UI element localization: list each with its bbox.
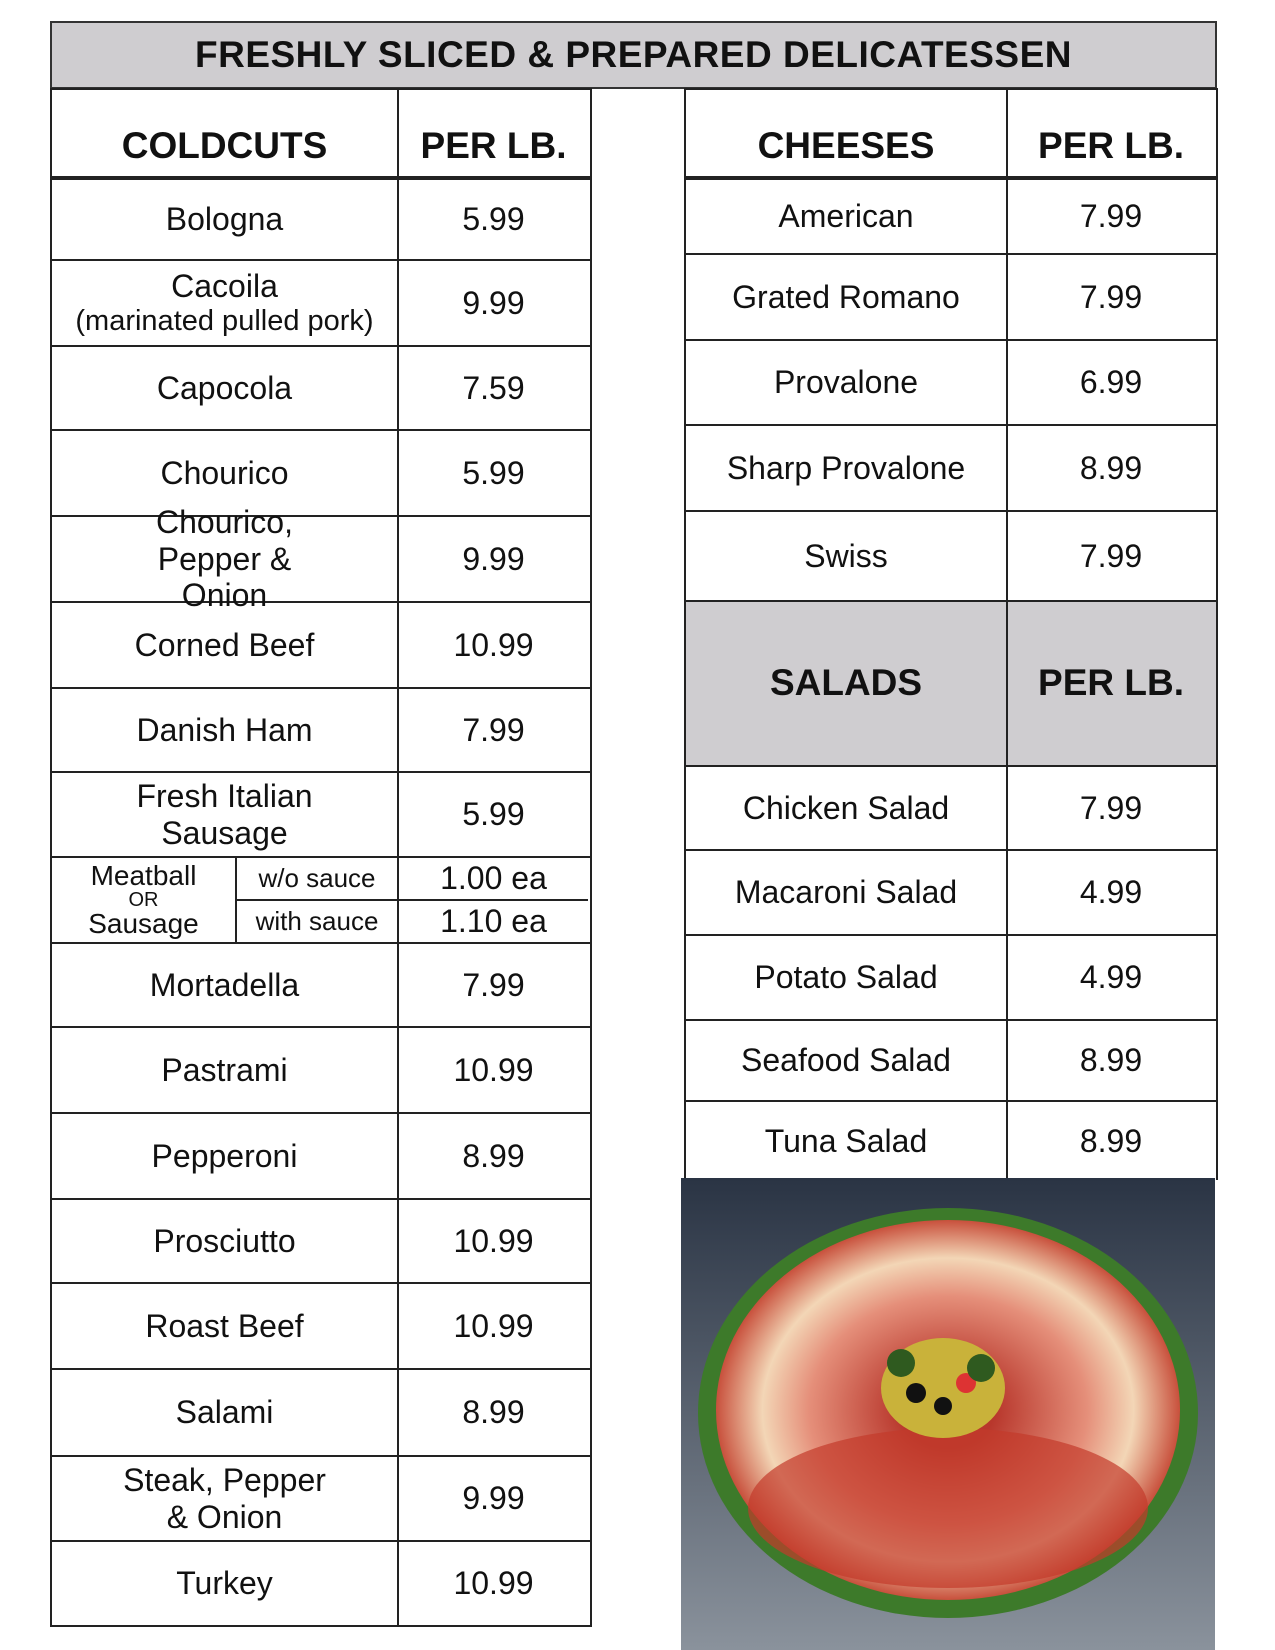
table-row: [52, 1542, 590, 1627]
table-row: [686, 1102, 1216, 1180]
item-name: Pastrami: [52, 1028, 399, 1112]
item-price: 5.99: [462, 796, 525, 833]
or-label: OR: [128, 889, 159, 911]
cheeses-table: [684, 88, 1218, 1180]
menu-title: FRESHLY SLICED & PREPARED DELICATESSEN: [50, 21, 1217, 89]
meatball-row: [52, 858, 590, 944]
salads-heading: SALADS: [686, 602, 1008, 765]
table-row: [52, 1370, 590, 1457]
deli-platter-photo: [681, 1178, 1215, 1650]
item-price: 8.99: [1079, 1042, 1143, 1079]
item-price: 9.99: [462, 284, 525, 321]
item-name: Chourico, Pepper & Onion: [52, 517, 399, 601]
item-name: American: [686, 180, 1008, 253]
item-price: 9.99: [462, 1480, 525, 1517]
salads-header: [686, 602, 1216, 767]
table-row: [52, 773, 590, 858]
item-price: 7.59: [462, 369, 525, 406]
table-row: [52, 1200, 590, 1284]
unit-heading: PER LB.: [1038, 125, 1184, 167]
item-price: 10.99: [453, 1565, 534, 1602]
item-price: 5.99: [462, 454, 525, 491]
item-name: Seafood Salad: [686, 1021, 1008, 1100]
cheeses-heading: CHEESES: [686, 90, 1008, 176]
item-name: Tuna Salad: [686, 1102, 1008, 1180]
item-price: 7.99: [1079, 537, 1143, 574]
item-price: 8.99: [1079, 449, 1143, 486]
table-row: [686, 341, 1216, 426]
table-row: [52, 603, 590, 689]
item-price: 10.99: [453, 1307, 534, 1344]
item-price: 7.99: [1079, 198, 1143, 235]
unit-heading: PER LB.: [420, 125, 567, 167]
table-row: [686, 851, 1216, 936]
coldcuts-table: [50, 88, 592, 1627]
table-row: [52, 944, 590, 1028]
table-row: [686, 767, 1216, 851]
item-price: 10.99: [453, 626, 534, 663]
item-note: (marinated pulled pork): [75, 304, 374, 337]
item-name: Provalone: [686, 341, 1008, 424]
coldcuts-heading: COLDCUTS: [52, 90, 399, 176]
item-name: Bologna: [52, 180, 399, 259]
item-name: Capocola: [52, 347, 399, 429]
item-name: Corned Beef: [52, 603, 399, 687]
item-price: 5.99: [462, 201, 525, 238]
table-row: [52, 1284, 590, 1370]
cheeses-header: [686, 88, 1216, 180]
meatball-label: Meatball: [90, 860, 197, 891]
item-name: Macaroni Salad: [686, 851, 1008, 934]
table-row: [686, 936, 1216, 1021]
item-price: 7.99: [1079, 278, 1143, 315]
price-without-sauce: 1.00 ea: [399, 858, 588, 901]
item-name: Chourico: [52, 431, 399, 515]
item-price: 4.99: [1079, 874, 1143, 911]
item-name: Pepperoni: [52, 1114, 399, 1198]
table-row: [52, 261, 590, 347]
sausage-label: Sausage: [88, 908, 199, 939]
table-row: [52, 347, 590, 431]
item-price: 8.99: [1079, 1122, 1143, 1159]
table-row: [52, 689, 590, 773]
item-price: 7.99: [462, 711, 525, 748]
table-row: [52, 1028, 590, 1114]
item-name: Potato Salad: [686, 936, 1008, 1019]
item-price: 7.99: [1079, 789, 1143, 826]
unit-heading: PER LB.: [1038, 662, 1184, 704]
table-row: [686, 1021, 1216, 1102]
option-without-sauce: w/o sauce: [237, 858, 397, 901]
table-row: [52, 503, 590, 614]
item-price: 10.99: [453, 1051, 534, 1088]
table-row: [52, 180, 590, 261]
price-with-sauce: 1.10 ea: [440, 903, 547, 940]
item-name: Steak, Pepper & Onion: [52, 1457, 399, 1540]
item-name: Cacoila: [171, 267, 278, 304]
item-name: Grated Romano: [686, 255, 1008, 339]
item-price: 6.99: [1079, 364, 1143, 401]
item-name: Salami: [52, 1370, 399, 1455]
table-row: [686, 426, 1216, 512]
item-price: 9.99: [462, 540, 525, 577]
option-with-sauce: with sauce: [255, 905, 379, 936]
item-price: 10.99: [453, 1222, 534, 1259]
table-row: [52, 1457, 590, 1542]
item-name: Chicken Salad: [686, 767, 1008, 849]
item-price: 8.99: [462, 1137, 525, 1174]
table-row: [686, 255, 1216, 341]
item-name: Roast Beef: [52, 1284, 399, 1368]
item-name: Fresh Italian Sausage: [52, 773, 399, 856]
item-name: Sharp Provalone: [686, 426, 1008, 510]
table-row: [686, 512, 1216, 602]
item-price: 4.99: [1079, 959, 1143, 996]
item-name: Danish Ham: [52, 689, 399, 771]
item-price: 8.99: [462, 1394, 525, 1431]
item-price: 7.99: [462, 966, 525, 1003]
item-name: Mortadella: [52, 944, 399, 1026]
item-name: Prosciutto: [52, 1200, 399, 1282]
table-row: [52, 1114, 590, 1200]
item-name: Swiss: [686, 512, 1008, 600]
coldcuts-header: [52, 88, 590, 180]
item-name: Turkey: [52, 1542, 399, 1625]
table-row: [686, 180, 1216, 255]
